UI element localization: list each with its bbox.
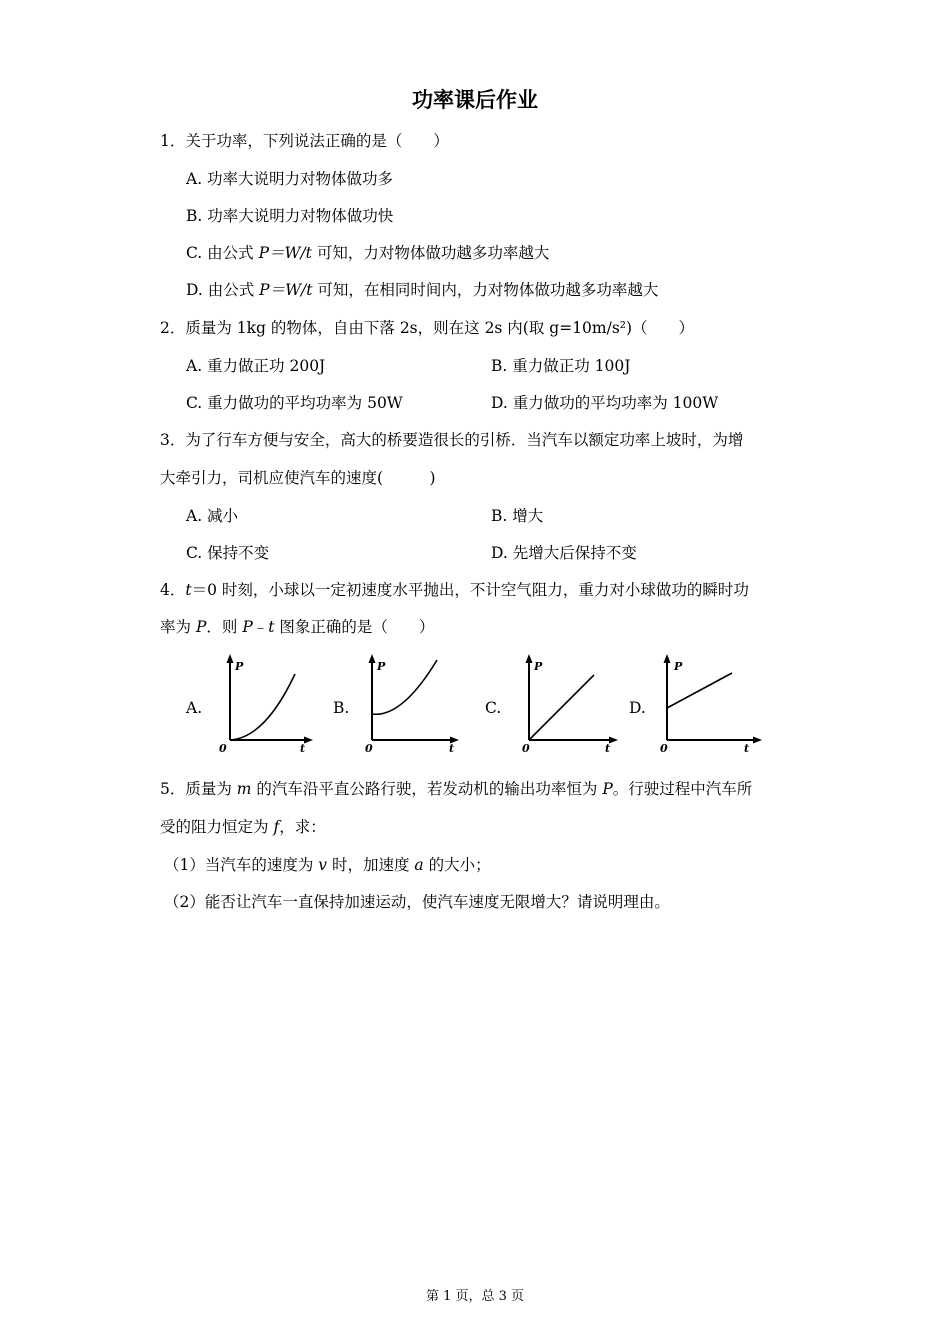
graph-b-label: B. bbox=[333, 699, 350, 717]
graph-b-y-label: P bbox=[377, 660, 386, 673]
question-2-stem: 2．质量为 1kg 的物体，自由下落 2s，则在这 2s 内(取 g=10m/s²)（ ） bbox=[160, 319, 695, 337]
question-5-part-1: （1）当汽车的速度为 v 时，加速度 a 的大小； bbox=[164, 856, 491, 874]
graph-a-origin: 0 bbox=[219, 742, 227, 755]
question-2-option-c: C. 重力做功的平均功率为 50W bbox=[186, 394, 403, 412]
page-title: 功率课后作业 bbox=[412, 88, 538, 112]
graph-d-x-label: t bbox=[744, 742, 750, 755]
graph-b-origin: 0 bbox=[365, 742, 373, 755]
question-1-option-d: D. 由公式 P＝W/t 可知，在相同时间内，力对物体做功越多功率越大 bbox=[186, 281, 659, 299]
question-1-option-b: B. 功率大说明力对物体做功快 bbox=[186, 207, 394, 225]
graph-c-origin: 0 bbox=[522, 742, 530, 755]
question-2-option-b: B. 重力做正功 100J bbox=[491, 357, 631, 375]
question-4-stem-continued: 率为 P．则 P﹣t 图象正确的是（ ） bbox=[160, 618, 435, 636]
question-5-part-2: （2）能否让汽车一直保持加速运动，使汽车速度无限增大？请说明理由。 bbox=[164, 893, 670, 911]
question-3-option-a: A. 减小 bbox=[186, 507, 239, 525]
question-2-option-a: A. 重力做正功 200J bbox=[186, 357, 326, 375]
graph-b bbox=[357, 652, 462, 756]
graph-a-x-label: t bbox=[300, 742, 306, 755]
question-2-option-d: D. 重力做功的平均功率为 100W bbox=[491, 394, 719, 412]
graph-a-y-label: P bbox=[235, 660, 244, 673]
question-5-stem: 5．质量为 m 的汽车沿平直公路行驶，若发动机的输出功率恒为 P。行驶过程中汽车所 bbox=[160, 780, 753, 798]
question-1-stem: 1．关于功率，下列说法正确的是（ ） bbox=[160, 132, 449, 150]
question-5-stem-continued: 受的阻力恒定为 f，求： bbox=[160, 818, 326, 836]
question-3-option-c: C. 保持不变 bbox=[186, 544, 270, 562]
page-footer: 第 1 页，总 3 页 bbox=[425, 1289, 525, 1304]
graph-d bbox=[652, 652, 767, 756]
question-3-stem-continued: 大牵引力，司机应使汽车的速度( ) bbox=[160, 469, 436, 487]
graph-c-label: C. bbox=[485, 699, 502, 717]
graph-a-label: A. bbox=[186, 699, 203, 717]
question-4-stem: 4．t＝0 时刻，小球以一定初速度水平抛出，不计空气阻力，重力对小球做功的瞬时功 bbox=[160, 581, 749, 599]
graph-a bbox=[215, 652, 315, 756]
graph-b-x-label: t bbox=[449, 742, 455, 755]
question-1-option-a: A. 功率大说明力对物体做功多 bbox=[186, 170, 394, 188]
graph-c bbox=[514, 652, 624, 756]
question-3-stem: 3．为了行车方便与安全，高大的桥要造很长的引桥．当汽车以额定功率上坡时，为增 bbox=[160, 431, 744, 449]
question-1-option-c: C. 由公式 P＝W/t 可知，力对物体做功越多功率越大 bbox=[186, 244, 550, 262]
graph-d-origin: 0 bbox=[660, 742, 668, 755]
question-3-option-b: B. 增大 bbox=[491, 507, 544, 525]
graph-c-x-label: t bbox=[605, 742, 611, 755]
question-3-option-d: D. 先增大后保持不变 bbox=[491, 544, 637, 562]
graph-c-y-label: P bbox=[534, 660, 543, 673]
graph-d-y-label: P bbox=[674, 660, 683, 673]
graph-d-label: D. bbox=[629, 699, 646, 717]
